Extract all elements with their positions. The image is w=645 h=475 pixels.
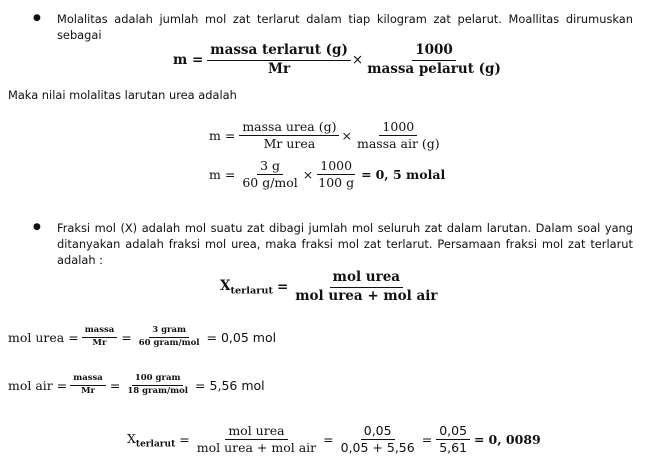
formula-lhs: m = bbox=[173, 52, 204, 69]
fraction-mass-urea bbox=[239, 120, 339, 152]
fraction-1000 bbox=[315, 159, 357, 191]
numerator: 3 gram bbox=[149, 326, 189, 338]
equals-sign: = bbox=[474, 432, 485, 448]
fraction-solute bbox=[207, 43, 351, 77]
numerator: 0,05 bbox=[436, 424, 470, 440]
numerator: 1000 bbox=[317, 159, 355, 175]
formula-lhs: m = bbox=[209, 128, 236, 144]
fraction-grams bbox=[136, 326, 203, 349]
mole-fraction-value: 0, 0089 bbox=[488, 432, 541, 448]
fraction-massa-mr bbox=[82, 326, 118, 349]
denominator: massa air (g) bbox=[356, 136, 440, 152]
equals-sign: = bbox=[195, 377, 206, 393]
numerator: 1000 bbox=[412, 43, 456, 61]
fraction-mole bbox=[194, 424, 319, 456]
numerator: 100 gram bbox=[132, 374, 184, 386]
numerator: mol urea bbox=[225, 424, 287, 440]
denominator: mol urea + mol air bbox=[295, 287, 438, 304]
equals-sign: = bbox=[109, 377, 121, 393]
equals-sign: = bbox=[323, 432, 334, 448]
mole-fraction-definition: Fraksi mol (X) adalah mol suatu zat dibagi jumlah mol seluruh zat dalam larutan. Dalam soal yang ditanyakan adalah fraksi mol urea, maka fraksi mol zat terlarut. Persamaan fraksi mol zat terlarut adalah : bbox=[57, 221, 633, 267]
denominator: 60 g/mol bbox=[242, 175, 298, 191]
fraction-mole bbox=[292, 270, 440, 304]
denominator: 5,61 bbox=[439, 440, 468, 456]
x-symbol: $X_{terlarut}$ bbox=[220, 277, 273, 297]
denominator: Mr bbox=[92, 337, 107, 348]
denominator: Mr bbox=[268, 60, 291, 77]
numerator: massa bbox=[70, 374, 106, 386]
fraction-values bbox=[338, 424, 418, 456]
numerator: 3 g bbox=[257, 159, 283, 175]
molality-definition: Molalitas adalah jumlah mol zat terlarut dalam tiap kilogram zat pelarut. Moallitas dirumuskan sebagai bbox=[57, 12, 633, 42]
numerator: mol urea bbox=[330, 270, 403, 288]
equals-sign: = bbox=[361, 167, 372, 183]
denominator: mol urea + mol air bbox=[196, 440, 317, 456]
fraction-simplified bbox=[436, 424, 470, 456]
equals-sign: = bbox=[121, 329, 132, 345]
numerator: 0,05 bbox=[361, 424, 395, 440]
formula-lhs: m = bbox=[209, 167, 236, 183]
mol-air-calc bbox=[8, 374, 265, 397]
denominator: massa pelarut (g) bbox=[367, 60, 501, 77]
equals-sign: = bbox=[421, 432, 433, 448]
denominator: Mr urea bbox=[263, 136, 316, 152]
molality-intro: Maka nilai molalitas larutan urea adalah bbox=[8, 88, 237, 102]
denominator: 60 gram/mol bbox=[138, 337, 200, 348]
denominator: 18 gram/mol bbox=[127, 385, 189, 396]
molality-result: 0, 5 molal bbox=[375, 167, 446, 183]
mole-fraction-result bbox=[127, 424, 541, 456]
fraction-grams bbox=[124, 374, 191, 397]
mol-urea-label: mol urea = bbox=[8, 329, 79, 345]
mol-urea-calc bbox=[8, 326, 276, 349]
fraction-grams bbox=[239, 159, 300, 191]
denominator: Mr bbox=[81, 385, 95, 396]
mol-air-result: 5,56 mol bbox=[209, 377, 265, 393]
numerator: massa terlarut (g) bbox=[207, 43, 351, 61]
denominator: 0,05 + 5,56 bbox=[340, 440, 415, 456]
fraction-massa-mr bbox=[70, 374, 106, 397]
bullet-2: ● bbox=[33, 222, 41, 232]
fraction-water bbox=[354, 120, 443, 152]
times-sign: × bbox=[302, 167, 314, 183]
x-symbol: $X_{terlarut}$ bbox=[127, 430, 176, 450]
mol-urea-result: 0,05 mol bbox=[220, 329, 277, 345]
equals-sign: = bbox=[206, 329, 217, 345]
molality-calc-2 bbox=[209, 159, 445, 191]
molality-calc-1 bbox=[209, 120, 443, 152]
denominator: 100 g bbox=[318, 175, 355, 191]
numerator: massa bbox=[82, 326, 118, 338]
times-sign: × bbox=[351, 52, 364, 69]
fraction-solvent bbox=[364, 43, 504, 77]
numerator: 1000 bbox=[379, 120, 417, 136]
mole-fraction-formula bbox=[220, 270, 440, 304]
mol-air-label: mol air = bbox=[8, 377, 68, 393]
numerator: massa urea (g) bbox=[239, 120, 339, 136]
times-sign: × bbox=[341, 128, 352, 144]
bullet-1: ● bbox=[33, 13, 41, 23]
equals-sign: = bbox=[276, 279, 289, 296]
molality-formula bbox=[173, 43, 504, 77]
equals-sign: = bbox=[179, 432, 190, 448]
